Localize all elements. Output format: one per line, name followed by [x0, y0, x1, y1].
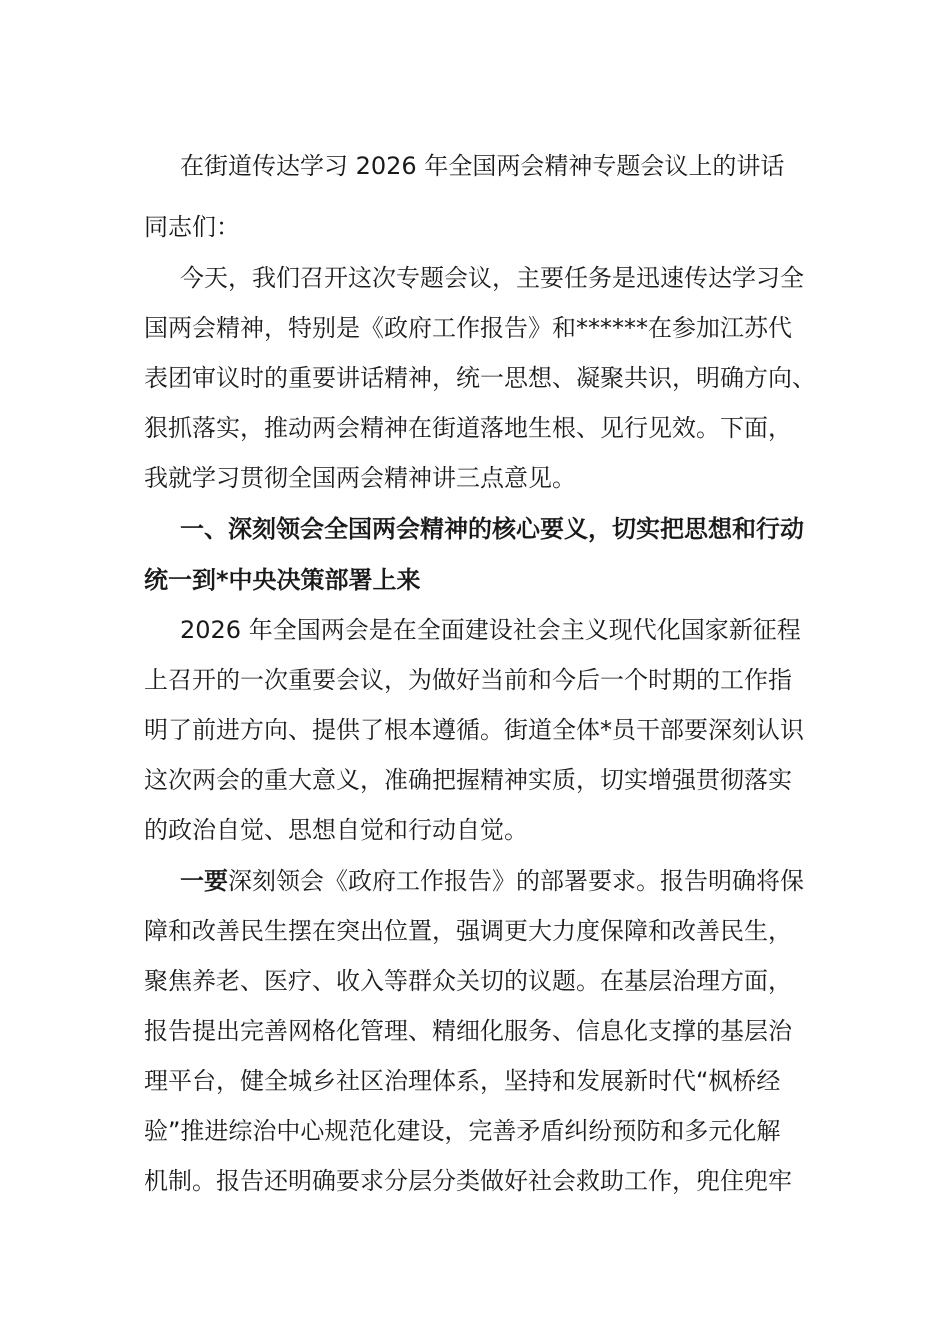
paragraph-1-line-4: 狠抓落实，推动两会精神在街道落地生根、见行见效。下面，	[144, 414, 792, 442]
paragraph-2-line-1: 2026 年全国两会是在全面建设社会主义现代化国家新征程	[180, 616, 801, 644]
paragraph-3-line-3: 聚焦养老、医疗、收入等群众关切的议题。在基层治理方面，	[144, 967, 792, 995]
paragraph-3-line-7: 机制。报告还明确要求分层分类做好社会救助工作，兜住兜牢	[144, 1167, 792, 1195]
greeting: 同志们：	[144, 213, 240, 241]
paragraph-3-line-1	[180, 861, 804, 901]
paragraph-3-lead: 一要	[180, 867, 228, 895]
paragraph-1-line-3: 表团审议时的重要讲话精神，统一思想、凝聚共识，明确方向、	[144, 364, 816, 392]
paragraph-1-line-2: 国两会精神，特别是《政府工作报告》和******在参加江苏代	[144, 314, 792, 342]
paragraph-3-line-4: 报告提出完善网格化管理、精细化服务、信息化支撑的基层治	[144, 1017, 792, 1045]
document-title: 在街道传达学习 2026 年全国两会精神专题会议上的讲话	[180, 152, 785, 180]
paragraph-3-line-6: 验”推进综治中心规范化建设，完善矛盾纠纷预防和多元化解	[144, 1117, 781, 1145]
paragraph-3-line-5: 理平台，健全城乡社区治理体系，坚持和发展新时代“枫桥经	[144, 1067, 781, 1095]
paragraph-2-line-2: 上召开的一次重要会议，为做好当前和今后一个时期的工作指	[144, 666, 792, 694]
paragraph-3-line-2: 障和改善民生摆在突出位置，强调更大力度保障和改善民生，	[144, 917, 792, 945]
paragraph-2-line-4: 这次两会的重大意义，准确把握精神实质，切实增强贯彻落实	[144, 766, 792, 794]
section-heading-line-2: 统一到*中央决策部署上来	[144, 566, 421, 594]
paragraph-2-line-5: 的政治自觉、思想自觉和行动自觉。	[144, 816, 528, 844]
paragraph-3-lead-text: 深刻领会《政府工作报告》的部署要求。报告明确将保	[228, 867, 804, 895]
paragraph-1-line-1: 今天，我们召开这次专题会议，主要任务是迅速传达学习全	[180, 264, 804, 292]
section-heading-line-1: 一、深刻领会全国两会精神的核心要义，切实把思想和行动	[180, 515, 804, 543]
paragraph-2-line-3: 明了前进方向、提供了根本遵循。街道全体*员干部要深刻认识	[144, 716, 804, 744]
paragraph-1-line-5: 我就学习贯彻全国两会精神讲三点意见。	[144, 464, 576, 492]
